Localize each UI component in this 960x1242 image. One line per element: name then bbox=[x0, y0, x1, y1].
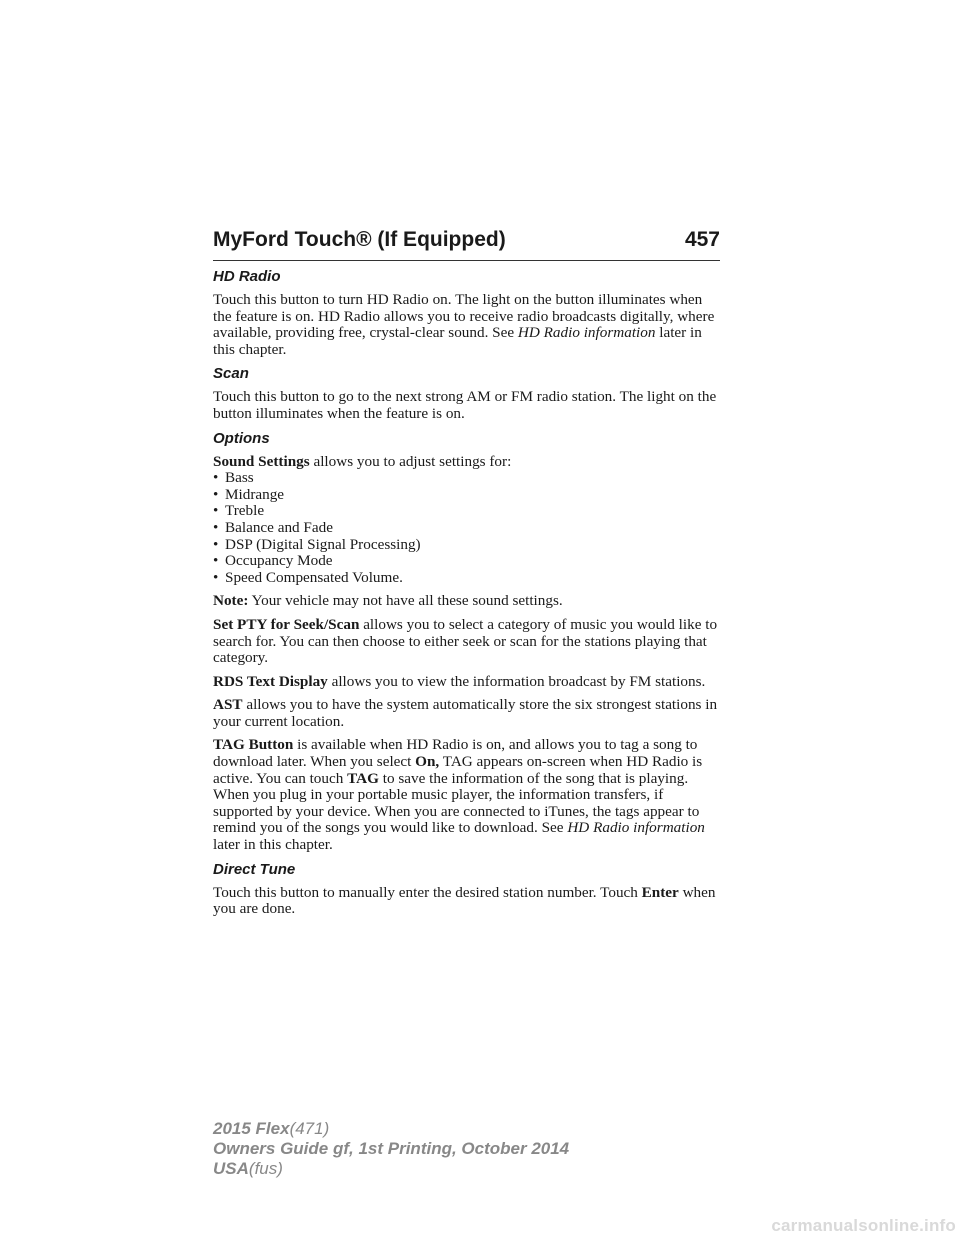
paragraph-text: allows you to adjust settings for: bbox=[313, 452, 512, 470]
bullet-icon: • bbox=[213, 552, 219, 570]
paragraph bbox=[213, 885, 723, 918]
paragraph-text: Your vehicle may not have all these sound settings. bbox=[251, 592, 563, 610]
paragraph-text: allows you to have the system automatically store the six strongest stations in your current location. bbox=[213, 696, 718, 730]
footer-line: Owners Guide gf, 1st Printing, October 2014 bbox=[213, 1139, 570, 1158]
bullet-icon: • bbox=[213, 518, 219, 536]
paragraph-text: TAG appears on-screen when HD Radio is active. You can touch bbox=[213, 753, 703, 787]
list-item-text: Balance and Fade bbox=[225, 518, 333, 536]
section-heading: Direct Tune bbox=[213, 860, 296, 878]
sound-settings-list bbox=[213, 470, 723, 586]
list-item-text: Treble bbox=[225, 502, 265, 520]
paragraph-text: Touch this button to manually enter the desired station number. Touch bbox=[213, 883, 638, 901]
paragraph bbox=[213, 454, 723, 471]
list-item bbox=[213, 503, 723, 520]
section-heading: Scan bbox=[213, 365, 249, 383]
cross-reference-link: HD Radio information bbox=[567, 819, 705, 837]
list-item bbox=[213, 553, 723, 570]
section-scan bbox=[213, 365, 723, 422]
paragraph-text: allows you to select a category of music you would like to search for. You can then choose to either seek or scan for the stations playing that category. bbox=[213, 615, 718, 667]
bullet-icon: • bbox=[213, 568, 219, 586]
bullet-icon: • bbox=[213, 469, 219, 487]
term-label: Set PTY for Seek/Scan bbox=[213, 615, 360, 633]
section-options bbox=[213, 430, 723, 854]
term-label: TAG Button bbox=[213, 736, 294, 754]
list-item bbox=[213, 470, 723, 487]
list-item bbox=[213, 487, 723, 504]
term-label: Sound Settings bbox=[213, 452, 310, 470]
term-label: Enter bbox=[641, 883, 679, 901]
footer-page-ref: (471) bbox=[289, 1119, 330, 1138]
paragraph-text: is available when HD Radio is on, and allows you to tag a song to download later. When you select bbox=[213, 736, 698, 771]
header-divider bbox=[213, 260, 720, 261]
page-number: 457 bbox=[684, 228, 720, 251]
paragraph-text: Touch this button to turn HD Radio on. The light on the button illuminates when the feature is on. HD Radio allows you to receive radio broadcasts digitally, where available, providing free, crystal-clear sound. See bbox=[213, 291, 715, 342]
note-label: Note: bbox=[213, 592, 249, 610]
paragraph-text: later in this chapter. bbox=[213, 836, 333, 854]
section-heading: HD Radio bbox=[213, 268, 281, 285]
term-label: RDS Text Display bbox=[213, 672, 328, 690]
section-heading: Options bbox=[213, 429, 270, 447]
watermark: carmanualsonline.info bbox=[771, 1216, 956, 1235]
list-item-text: DSP (Digital Signal Processing) bbox=[225, 535, 421, 553]
paragraph bbox=[213, 737, 723, 853]
bullet-icon: • bbox=[213, 485, 219, 503]
note-paragraph bbox=[213, 593, 723, 610]
footer-region: USA bbox=[213, 1159, 249, 1178]
paragraph-text: to save the information of the song that is playing. When you plug in your portable music player, the information transfers, if supported by your device. When you are connected to iTunes, the tags appear to remind you of the songs you would like to download. See bbox=[213, 769, 700, 837]
list-item-text: Bass bbox=[225, 469, 254, 487]
term-label: On, bbox=[415, 753, 440, 771]
list-item bbox=[213, 570, 723, 587]
list-item-text: Midrange bbox=[225, 485, 285, 503]
section-hd-radio bbox=[213, 268, 723, 358]
paragraph: Touch this button to go to the next strong AM or FM radio station. The light on the button illuminates when the feature is on. bbox=[213, 388, 717, 422]
footer-model: 2015 Flex bbox=[213, 1119, 290, 1138]
paragraph-text: later in this chapter. bbox=[213, 324, 702, 358]
footer-line bbox=[213, 1119, 569, 1139]
term-label: TAG bbox=[347, 769, 379, 787]
page-content bbox=[213, 268, 723, 925]
list-item bbox=[213, 520, 723, 537]
paragraph bbox=[213, 617, 723, 667]
list-item-text: Occupancy Mode bbox=[225, 552, 333, 570]
paragraph-text: when you are done. bbox=[213, 883, 716, 918]
paragraph-text: allows you to view the information broadcast by FM stations. bbox=[331, 672, 706, 690]
section-direct-tune bbox=[213, 861, 723, 918]
bullet-icon: • bbox=[213, 502, 219, 520]
term-label: AST bbox=[213, 696, 243, 714]
footer-region-code: (fus) bbox=[248, 1159, 283, 1178]
cross-reference-link: HD Radio information bbox=[517, 324, 656, 342]
list-item bbox=[213, 537, 723, 554]
list-item-text: Speed Compensated Volume. bbox=[225, 568, 403, 586]
print-footer bbox=[213, 1119, 569, 1179]
chapter-title: MyFord Touch® (If Equipped) bbox=[213, 228, 506, 251]
paragraph bbox=[213, 292, 723, 358]
paragraph bbox=[213, 697, 723, 730]
footer-line bbox=[213, 1159, 569, 1179]
paragraph bbox=[213, 674, 723, 691]
bullet-icon: • bbox=[213, 535, 219, 553]
page-header bbox=[213, 228, 720, 262]
